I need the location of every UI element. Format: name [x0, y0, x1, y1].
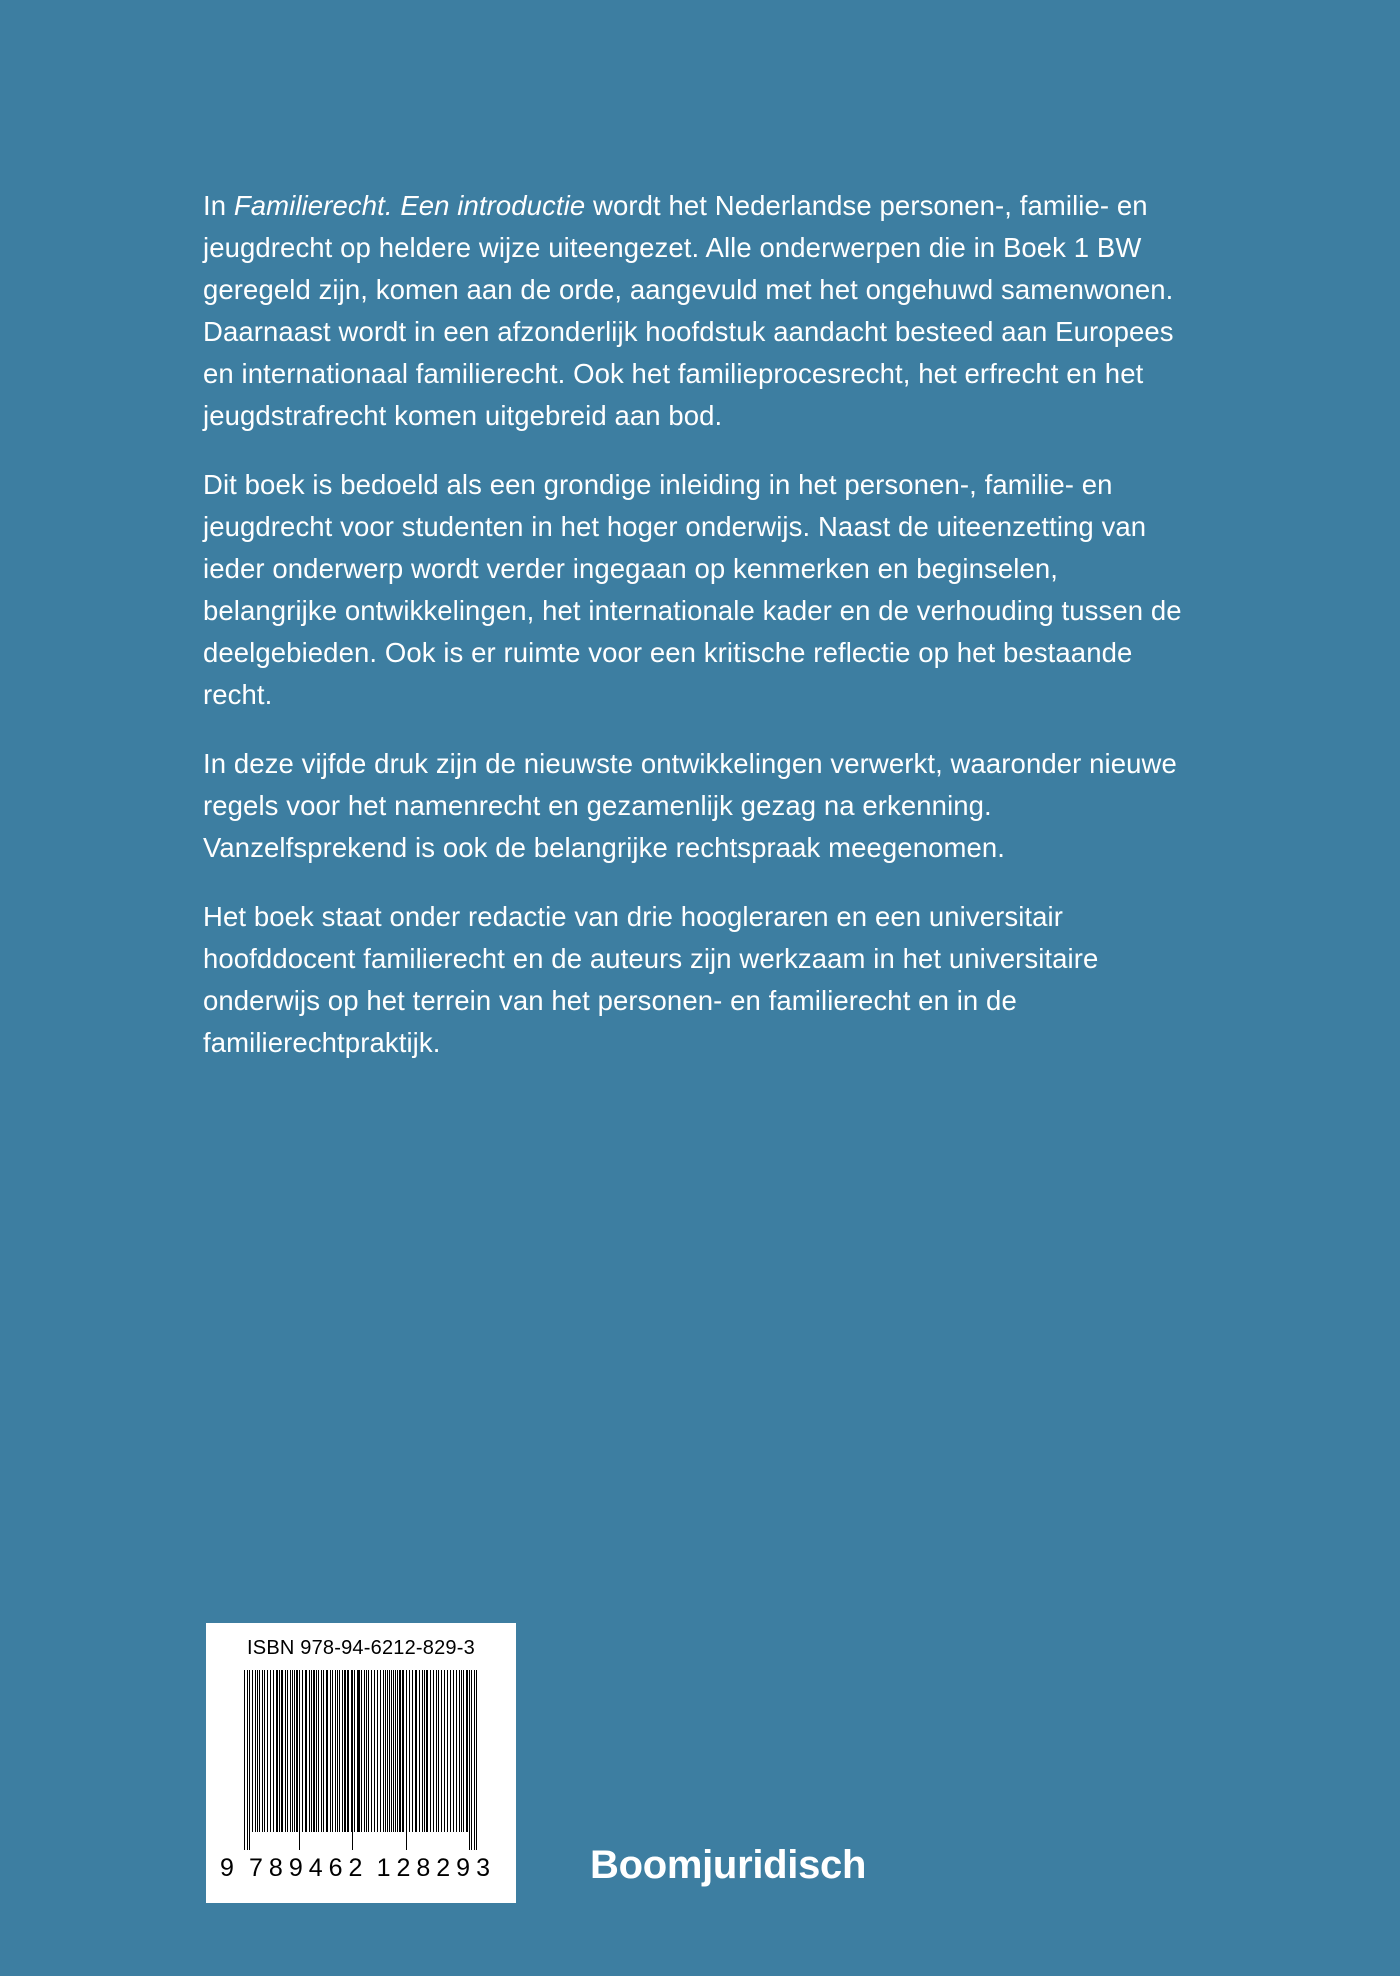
isbn-label: ISBN 978-94-6212-829-3: [247, 1637, 475, 1659]
blurb-paragraph-1: [203, 185, 1193, 437]
blurb-lead-plain: In: [203, 190, 234, 221]
barcode-digit-lead: 9: [220, 1854, 235, 1882]
isbn-barcode: [206, 1623, 516, 1903]
book-title-italic: Familierecht. Een introductie: [233, 190, 586, 221]
blurb-paragraph-3: In deze vijfde druk zijn de nieuwste ontwikkelingen verwerkt, waaronder nieuwe regels voor het namenrecht en gezamenlijk gezag na erkenning. Vanzelfsprekend is ook de belangrijke rechtspraak meegenomen.: [203, 748, 1177, 863]
barcode-digit-group-2: 128293: [376, 1854, 496, 1882]
blurb-paragraph-1-rest: wordt het Nederlandse personen-, familie- en jeugdrecht op heldere wijze uiteengezet. Alle onderwerpen die in Boek 1 BW geregeld zijn, komen aan de orde, aangevuld met het ongehuwd samenwonen. Daarnaast wordt in een afzonderlijk hoofdstuk aandacht besteed aan Europees en internationaal familierecht. Ook het familieprocesrecht, het erfrecht en het jeugdstrafrecht komen uitgebreid aan bod.: [203, 190, 1174, 431]
barcode-digits: [220, 1854, 496, 1883]
barcode-digit-group-1: 789462: [249, 1854, 369, 1882]
barcode-bars: [244, 1670, 478, 1850]
blurb-text-block: [203, 185, 1193, 1064]
blurb-paragraph-2: Dit boek is bedoeld als een grondige inleiding in het personen-, familie- en jeugdrecht voor studenten in het hoger onderwijs. Naast de uiteenzetting van ieder onderwerp wordt verder ingegaan op kenmerken en beginselen, belangrijke ontwikkelingen, het internationale kader en de verhouding tussen de deelgebieden. Ook is er ruimte voor een kritische reflectie op het bestaande recht.: [203, 469, 1182, 710]
blurb-paragraph-4: Het boek staat onder redactie van drie hoogleraren en een universitair hoofddocent familierecht en de auteurs zijn werkzaam in het universitaire onderwijs op het terrein van het personen- en familierecht en in de familierechtpraktijk.: [203, 901, 1099, 1058]
publisher-logo: Boomjuridisch: [590, 1843, 867, 1887]
